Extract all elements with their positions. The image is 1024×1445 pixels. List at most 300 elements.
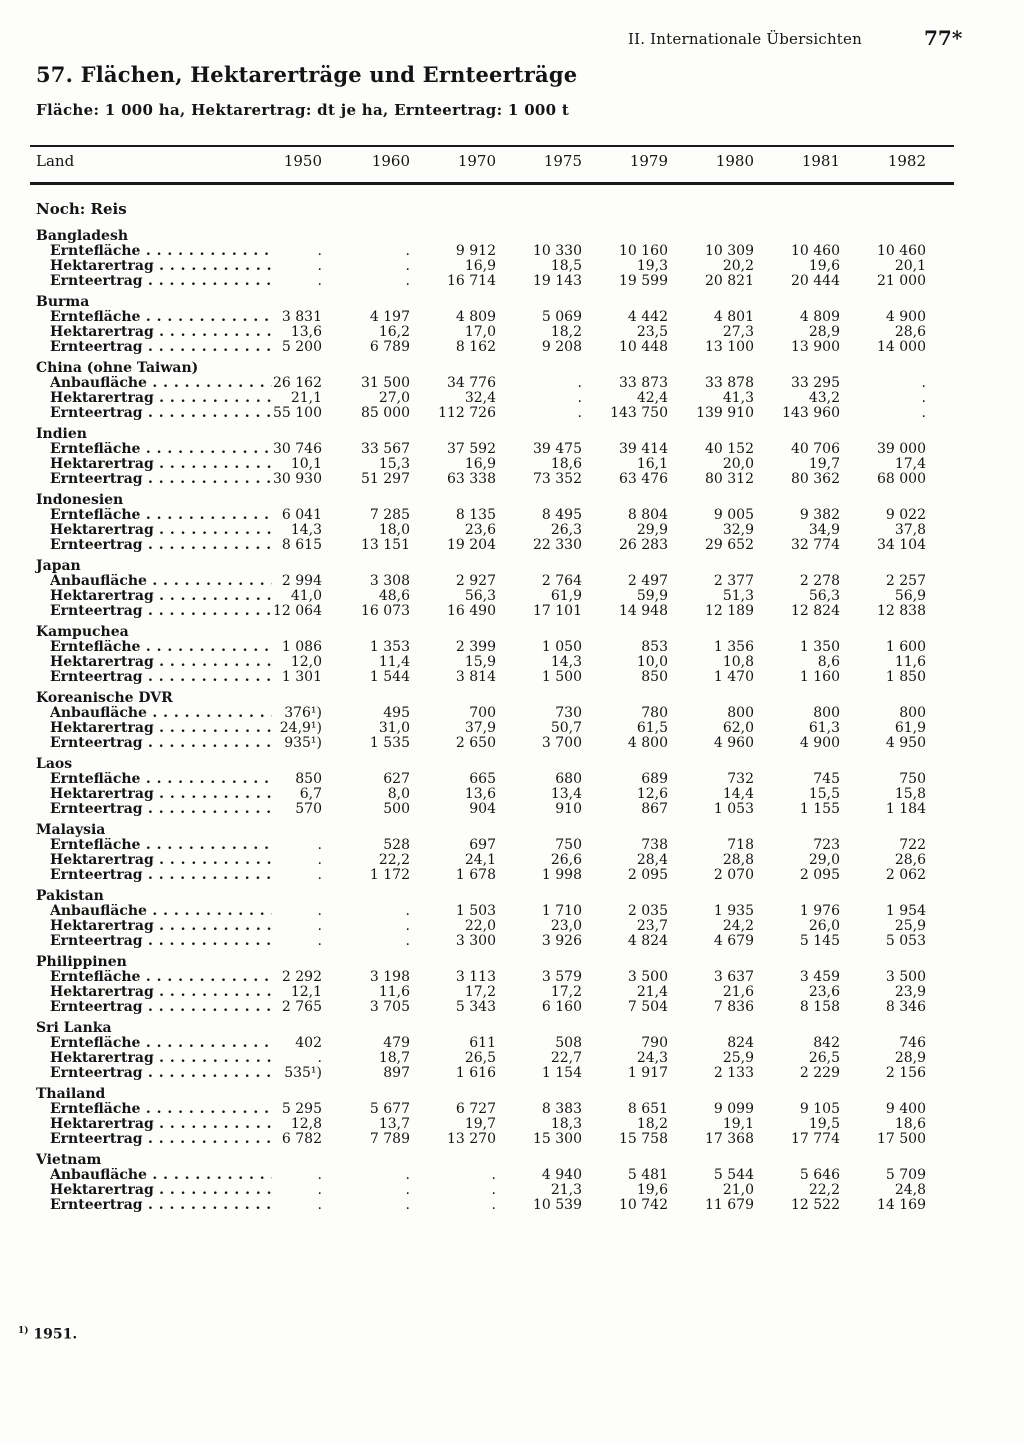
- table-cell: 21,1: [290, 390, 322, 406]
- row-label: Erntefläche . . .: [50, 838, 272, 853]
- table-row: [30, 376, 954, 391]
- table-cell: 2 765: [281, 999, 322, 1015]
- table-cell: .: [577, 390, 582, 406]
- table-cell: 10 309: [705, 243, 754, 259]
- row-label: Erntefläche . . .: [50, 310, 272, 325]
- table-row: [30, 508, 954, 523]
- row-label: Anbaufläche . . .: [50, 376, 272, 391]
- table-cell: .: [317, 243, 322, 259]
- table-cell: .: [491, 1182, 496, 1198]
- table-cell: .: [921, 405, 926, 421]
- table-cell: .: [405, 258, 410, 274]
- table-cell: 18,0: [378, 522, 410, 538]
- table-cell: 7 504: [627, 999, 668, 1015]
- row-label: Ernteertrag . . .: [50, 934, 272, 949]
- table-cell: 10 460: [791, 243, 840, 259]
- table-cell: 34 104: [877, 537, 926, 553]
- table-cell: 508: [555, 1035, 582, 1051]
- table-cell: 26,6: [550, 852, 582, 868]
- table-cell: 13,7: [378, 1116, 410, 1132]
- table-cell: 32 774: [791, 537, 840, 553]
- row-label: Hektarertrag . . .: [50, 1117, 272, 1132]
- table-cell: 7 836: [713, 999, 754, 1015]
- table-cell: 17 774: [791, 1131, 840, 1147]
- table-cell: 10 160: [619, 243, 668, 259]
- country-name: Japan: [36, 558, 81, 574]
- section-label: Noch: Reis: [36, 200, 127, 218]
- table-cell: 16,2: [378, 324, 410, 340]
- table-cell: 41,0: [290, 588, 322, 604]
- footnote-marker: 1): [18, 1326, 29, 1336]
- table-cell: 4 900: [885, 309, 926, 325]
- table-units: Fläche: 1 000 ha, Hektarertrag: dt je ha, Ernteertrag: 1 000 t: [36, 101, 570, 119]
- table-cell: 730: [555, 705, 582, 721]
- table-cell: 80 362: [791, 471, 840, 487]
- table-cell: 17 368: [705, 1131, 754, 1147]
- table-cell: .: [317, 867, 322, 883]
- country-block: [30, 427, 954, 487]
- country-block: [30, 1087, 954, 1147]
- table-cell: 750: [899, 771, 926, 787]
- table-cell: 2 035: [627, 903, 668, 919]
- table-cell: 10 330: [533, 243, 582, 259]
- table-row: [30, 772, 954, 787]
- table-cell: 56,3: [808, 588, 840, 604]
- table-cell: .: [921, 375, 926, 391]
- table-cell: 2 927: [455, 573, 496, 589]
- row-label: Anbaufläche . . .: [50, 706, 272, 721]
- table-cell: 3 459: [799, 969, 840, 985]
- country-block: [30, 691, 954, 751]
- table-cell: 21,6: [722, 984, 754, 1000]
- year-header: 1982: [887, 152, 926, 170]
- table-cell: 2 278: [799, 573, 840, 589]
- table-cell: 18,2: [636, 1116, 668, 1132]
- table-rule-bottom: [30, 182, 954, 185]
- table-cell: 22,0: [464, 918, 496, 934]
- row-label: Ernteertrag . . .: [50, 274, 272, 289]
- table-cell: 29,0: [808, 852, 840, 868]
- table-cell: 2 497: [627, 573, 668, 589]
- table-cell: 3 198: [369, 969, 410, 985]
- table-cell: 13 151: [361, 537, 410, 553]
- table-cell: 56,3: [464, 588, 496, 604]
- table-cell: 51 297: [361, 471, 410, 487]
- table-cell: 935¹): [284, 735, 322, 751]
- table-cell: 28,6: [894, 324, 926, 340]
- table-body: [30, 199, 954, 1219]
- table-cell: 780: [641, 705, 668, 721]
- table-cell: 28,9: [808, 324, 840, 340]
- table-cell: 24,1: [464, 852, 496, 868]
- table-row: [30, 1000, 954, 1015]
- table-cell: 21,3: [550, 1182, 582, 1198]
- table-cell: 535¹): [284, 1065, 322, 1081]
- table-cell: 8 346: [885, 999, 926, 1015]
- table-cell: 23,5: [636, 324, 668, 340]
- table-cell: 33 878: [705, 375, 754, 391]
- country-name: China (ohne Taiwan): [36, 360, 199, 376]
- table-cell: 1 356: [713, 639, 754, 655]
- table-row: [30, 736, 954, 751]
- table-cell: 33 567: [361, 441, 410, 457]
- table-cell: 10 539: [533, 1197, 582, 1213]
- table-cell: 39 000: [877, 441, 926, 457]
- table-cell: 4 824: [627, 933, 668, 949]
- table-cell: 746: [899, 1035, 926, 1051]
- table-row: [30, 391, 954, 406]
- table-cell: 31,0: [378, 720, 410, 736]
- table-cell: 4 900: [799, 735, 840, 751]
- table-cell: 30 746: [273, 441, 322, 457]
- table-row: [30, 721, 954, 736]
- table-cell: .: [921, 390, 926, 406]
- table-cell: 904: [469, 801, 496, 817]
- table-cell: 26,3: [550, 522, 582, 538]
- table-cell: 6,7: [299, 786, 322, 802]
- table-cell: 3 705: [369, 999, 410, 1015]
- table-cell: 1 154: [541, 1065, 582, 1081]
- table-row: [30, 538, 954, 553]
- table-cell: 17 101: [533, 603, 582, 619]
- table-cell: 33 873: [619, 375, 668, 391]
- table-cell: 20,1: [894, 258, 926, 274]
- table-cell: 6 727: [455, 1101, 496, 1117]
- table-cell: 63 338: [447, 471, 496, 487]
- table-cell: 10,1: [290, 456, 322, 472]
- table-cell: 1 600: [885, 639, 926, 655]
- table-cell: 9 400: [885, 1101, 926, 1117]
- table-cell: .: [405, 933, 410, 949]
- table-cell: 73 352: [533, 471, 582, 487]
- table-cell: 28,4: [636, 852, 668, 868]
- table-cell: 697: [469, 837, 496, 853]
- table-cell: 15 758: [619, 1131, 668, 1147]
- table-cell: 13,6: [464, 786, 496, 802]
- table-row: [30, 970, 954, 985]
- table-cell: 790: [641, 1035, 668, 1051]
- country-block: [30, 493, 954, 553]
- table-row: [30, 1036, 954, 1051]
- table-cell: 24,2: [722, 918, 754, 934]
- table-row: [30, 457, 954, 472]
- table-cell: 850: [295, 771, 322, 787]
- table-row: [30, 1168, 954, 1183]
- table-row: [30, 1132, 954, 1147]
- table-cell: 23,0: [550, 918, 582, 934]
- table-row: [30, 1051, 954, 1066]
- row-label: Hektarertrag . . .: [50, 853, 272, 868]
- table-cell: 19,7: [808, 456, 840, 472]
- table-cell: 2 764: [541, 573, 582, 589]
- table-row: [30, 442, 954, 457]
- table-cell: 34,9: [808, 522, 840, 538]
- table-cell: 30 930: [273, 471, 322, 487]
- table-row: [30, 985, 954, 1000]
- table-cell: 11 679: [705, 1197, 754, 1213]
- land-column-header: Land: [36, 152, 75, 170]
- table-cell: 23,6: [464, 522, 496, 538]
- row-label: Erntefläche . . .: [50, 970, 272, 985]
- row-label: Hektarertrag . . .: [50, 1183, 272, 1198]
- table-cell: 1 850: [885, 669, 926, 685]
- table-row: [30, 259, 954, 274]
- table-cell: 5 343: [455, 999, 496, 1015]
- table-cell: 1 500: [541, 669, 582, 685]
- table-cell: .: [317, 852, 322, 868]
- table-cell: 611: [469, 1035, 496, 1051]
- table-cell: 10,0: [636, 654, 668, 670]
- table-row: [30, 406, 954, 421]
- table-cell: 25,9: [894, 918, 926, 934]
- table-cell: 18,5: [550, 258, 582, 274]
- table-cell: 23,6: [808, 984, 840, 1000]
- country-name: Sri Lanka: [36, 1020, 112, 1036]
- table-cell: 143 960: [782, 405, 840, 421]
- table-row: [30, 310, 954, 325]
- table-cell: 8 651: [627, 1101, 668, 1117]
- table-cell: 1 917: [627, 1065, 668, 1081]
- table-cell: 10 742: [619, 1197, 668, 1213]
- table-row: [30, 706, 954, 721]
- country-block: [30, 955, 954, 1015]
- table-cell: .: [317, 273, 322, 289]
- table-cell: 37,9: [464, 720, 496, 736]
- table-cell: 2 133: [713, 1065, 754, 1081]
- table-cell: 1 544: [369, 669, 410, 685]
- table-cell: 1 616: [455, 1065, 496, 1081]
- table-cell: 2 650: [455, 735, 496, 751]
- table-cell: 3 814: [455, 669, 496, 685]
- table-cell: 27,3: [722, 324, 754, 340]
- row-label: Ernteertrag . . .: [50, 604, 272, 619]
- table-cell: 9 022: [885, 507, 926, 523]
- table-cell: 16,9: [464, 456, 496, 472]
- table-cell: 26,5: [808, 1050, 840, 1066]
- table-cell: 22,2: [378, 852, 410, 868]
- table-cell: 28,8: [722, 852, 754, 868]
- table-cell: 1 086: [281, 639, 322, 655]
- table-row: [30, 589, 954, 604]
- table-row: [30, 802, 954, 817]
- table-cell: 15,5: [808, 786, 840, 802]
- table-cell: 51,3: [722, 588, 754, 604]
- table-cell: 14 169: [877, 1197, 926, 1213]
- table-cell: 13,6: [290, 324, 322, 340]
- table-cell: 3 300: [455, 933, 496, 949]
- row-label: Ernteertrag . . .: [50, 1198, 272, 1213]
- table-cell: 8,6: [817, 654, 840, 670]
- table-cell: 528: [383, 837, 410, 853]
- table-cell: 8 615: [281, 537, 322, 553]
- table-row: [30, 340, 954, 355]
- row-label: Erntefläche . . .: [50, 1036, 272, 1051]
- table-cell: 2 070: [713, 867, 754, 883]
- page-section-header: II. Internationale Übersichten: [628, 30, 862, 48]
- table-cell: .: [317, 1167, 322, 1183]
- table-cell: 25,9: [722, 1050, 754, 1066]
- table-cell: 6 782: [281, 1131, 322, 1147]
- table-cell: 1 353: [369, 639, 410, 655]
- table-cell: 1 172: [369, 867, 410, 883]
- row-label: Erntefläche . . .: [50, 442, 272, 457]
- table-cell: 5 709: [885, 1167, 926, 1183]
- table-cell: 20 444: [791, 273, 840, 289]
- row-label: Erntefläche . . .: [50, 772, 272, 787]
- table-cell: 689: [641, 771, 668, 787]
- table-cell: 1 503: [455, 903, 496, 919]
- year-header: 1980: [715, 152, 754, 170]
- table-row: [30, 1066, 954, 1081]
- table-cell: 19,6: [808, 258, 840, 274]
- table-cell: 40 152: [705, 441, 754, 457]
- table-cell: 5 544: [713, 1167, 754, 1183]
- table-cell: 723: [813, 837, 840, 853]
- table-cell: 800: [899, 705, 926, 721]
- table-cell: 10,8: [722, 654, 754, 670]
- table-cell: 20,2: [722, 258, 754, 274]
- country-block: [30, 1021, 954, 1081]
- table-cell: .: [577, 375, 582, 391]
- table-row: [30, 919, 954, 934]
- table-row: [30, 1183, 954, 1198]
- table-cell: 1 350: [799, 639, 840, 655]
- country-block: [30, 625, 954, 685]
- table-row: [30, 1198, 954, 1213]
- table-row: [30, 1102, 954, 1117]
- table-cell: 5 677: [369, 1101, 410, 1117]
- table-cell: 19 599: [619, 273, 668, 289]
- table-cell: 4 442: [627, 309, 668, 325]
- table-cell: .: [405, 1197, 410, 1213]
- table-cell: 8 495: [541, 507, 582, 523]
- table-cell: 680: [555, 771, 582, 787]
- row-label: Hektarertrag . . .: [50, 523, 272, 538]
- table-cell: 4 679: [713, 933, 754, 949]
- footnote-text: 1951.: [33, 1326, 78, 1343]
- table-cell: 20 821: [705, 273, 754, 289]
- table-cell: 18,3: [550, 1116, 582, 1132]
- table-cell: 14,3: [290, 522, 322, 538]
- row-label: Hektarertrag . . .: [50, 325, 272, 340]
- table-cell: 2 994: [281, 573, 322, 589]
- table-cell: 18,7: [378, 1050, 410, 1066]
- table-cell: 12 189: [705, 603, 754, 619]
- table-cell: 14 948: [619, 603, 668, 619]
- table-cell: 15,3: [378, 456, 410, 472]
- table-cell: .: [317, 933, 322, 949]
- row-label: Hektarertrag . . .: [50, 985, 272, 1000]
- table-cell: 37,8: [894, 522, 926, 538]
- table-cell: 22,7: [550, 1050, 582, 1066]
- table-cell: 56,9: [894, 588, 926, 604]
- table-cell: 700: [469, 705, 496, 721]
- table-cell: 800: [813, 705, 840, 721]
- table-cell: 867: [641, 801, 668, 817]
- table-cell: 2 292: [281, 969, 322, 985]
- table-row: [30, 274, 954, 289]
- table-cell: 23,7: [636, 918, 668, 934]
- table-cell: 40 706: [791, 441, 840, 457]
- country-name: Malaysia: [36, 822, 106, 838]
- footnote: [18, 1326, 77, 1343]
- table-cell: 59,9: [636, 588, 668, 604]
- table-cell: 5 053: [885, 933, 926, 949]
- table-cell: 20,0: [722, 456, 754, 472]
- country-name: Koreanische DVR: [36, 690, 173, 706]
- table-cell: 5 646: [799, 1167, 840, 1183]
- table-cell: 3 831: [281, 309, 322, 325]
- table-cell: 50,7: [550, 720, 582, 736]
- row-label: Ernteertrag . . .: [50, 340, 272, 355]
- table-cell: 6 041: [281, 507, 322, 523]
- table-cell: 5 200: [281, 339, 322, 355]
- table-cell: 1 301: [281, 669, 322, 685]
- table-cell: 17 500: [877, 1131, 926, 1147]
- table-cell: 24,8: [894, 1182, 926, 1198]
- table-cell: 16 714: [447, 273, 496, 289]
- table-cell: 3 500: [885, 969, 926, 985]
- table-cell: 6 789: [369, 339, 410, 355]
- country-block: [30, 1153, 954, 1213]
- table-cell: 39 414: [619, 441, 668, 457]
- table-cell: 24,3: [636, 1050, 668, 1066]
- row-label: Ernteertrag . . .: [50, 538, 272, 553]
- table-cell: 5 145: [799, 933, 840, 949]
- table-cell: 500: [383, 801, 410, 817]
- table-cell: 22,2: [808, 1182, 840, 1198]
- table-cell: 4 809: [455, 309, 496, 325]
- table-cell: 842: [813, 1035, 840, 1051]
- row-label: Hektarertrag . . .: [50, 1051, 272, 1066]
- table-cell: 17,2: [464, 984, 496, 1000]
- table-cell: 12 824: [791, 603, 840, 619]
- table-cell: 824: [727, 1035, 754, 1051]
- table-cell: 2 229: [799, 1065, 840, 1081]
- table-cell: 8 383: [541, 1101, 582, 1117]
- table-cell: 10 460: [877, 243, 926, 259]
- table-cell: 85 000: [361, 405, 410, 421]
- table-cell: 2 156: [885, 1065, 926, 1081]
- table-cell: .: [405, 243, 410, 259]
- table-cell: 4 801: [713, 309, 754, 325]
- row-label: Hektarertrag . . .: [50, 391, 272, 406]
- row-label: Hektarertrag . . .: [50, 919, 272, 934]
- table-cell: 2 095: [799, 867, 840, 883]
- table-cell: 61,5: [636, 720, 668, 736]
- table-cell: 12 838: [877, 603, 926, 619]
- table-cell: 61,9: [550, 588, 582, 604]
- table-cell: 32,9: [722, 522, 754, 538]
- table-cell: 3 637: [713, 969, 754, 985]
- table-cell: 26,0: [808, 918, 840, 934]
- table-cell: .: [317, 903, 322, 919]
- table-cell: 8 804: [627, 507, 668, 523]
- table-cell: 14,4: [722, 786, 754, 802]
- table-cell: 1 470: [713, 669, 754, 685]
- row-label: Ernteertrag . . .: [50, 802, 272, 817]
- table-row: [30, 472, 954, 487]
- table-cell: 1 710: [541, 903, 582, 919]
- table-cell: 745: [813, 771, 840, 787]
- row-label: Ernteertrag . . .: [50, 670, 272, 685]
- table-cell: 376¹): [284, 705, 322, 721]
- table-cell: .: [577, 405, 582, 421]
- table-cell: 8 135: [455, 507, 496, 523]
- country-name: Bangladesh: [36, 228, 129, 244]
- table-cell: 17,4: [894, 456, 926, 472]
- table-row: [30, 1117, 954, 1132]
